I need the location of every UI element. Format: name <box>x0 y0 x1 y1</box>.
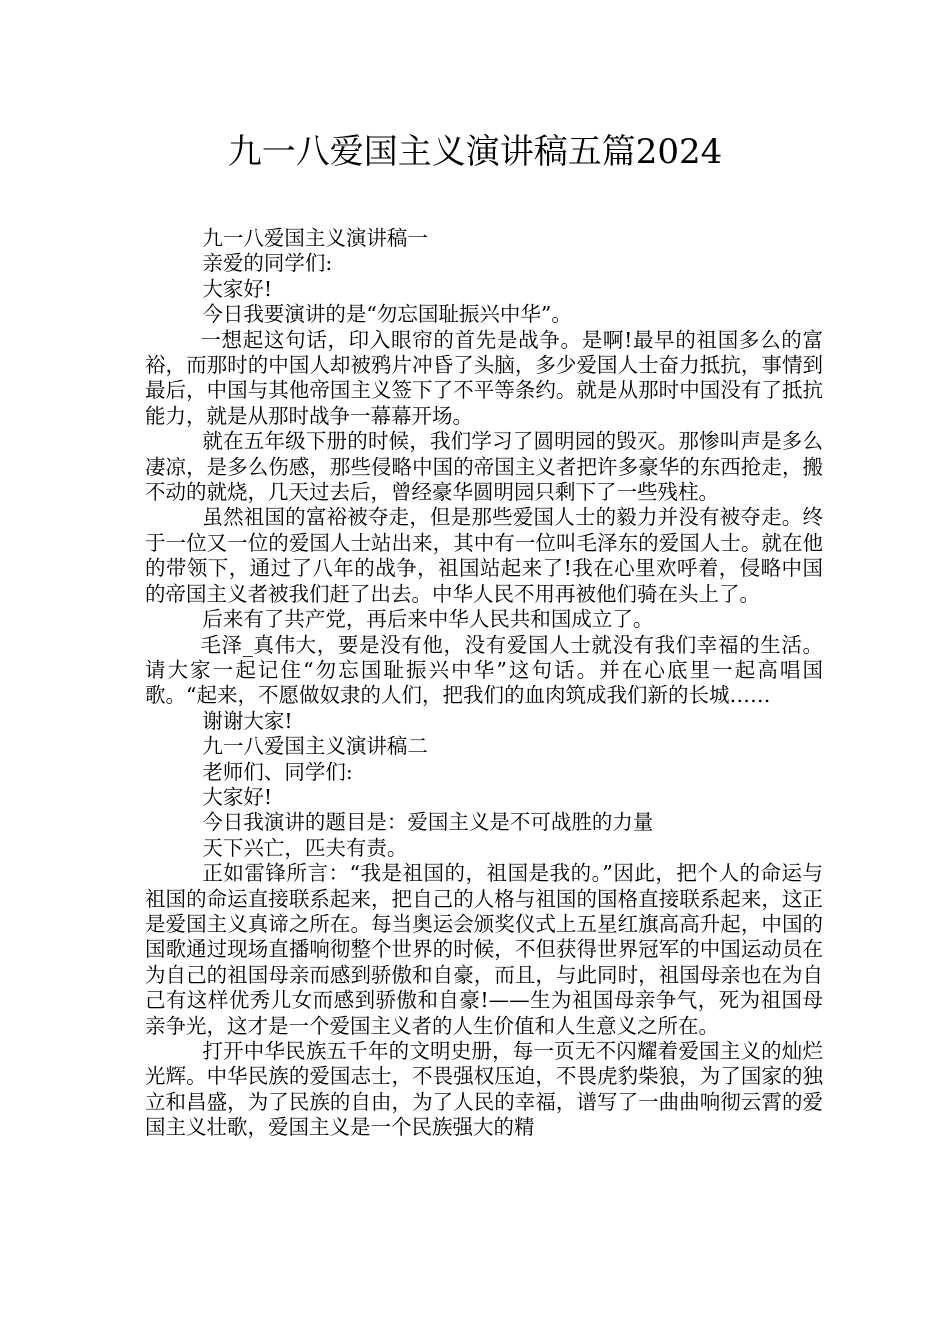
document-title: 九一八爱国主义演讲稿五篇2024 <box>227 132 723 172</box>
paragraph: 今日我演讲的题目是：爱国主义是不可战胜的力量 <box>202 810 654 835</box>
paragraph: 天下兴亡，匹夫有责。 <box>202 835 408 860</box>
document-body <box>145 226 823 1141</box>
salutation: 老师们、同学们: <box>202 759 353 784</box>
paragraph: 后来有了共产党，再后来中华人民共和国成立了。 <box>202 607 654 632</box>
paragraph: 毛泽_真伟大，要是没有他，没有爱国人士就没有我们幸福的生活。请大家一起记住“勿忘国耻振兴中华”这句话。并在心底里一起高唱国歌。“起来，不愿做奴隶的人们，把我们的血肉筑成我们新的长城…… <box>145 632 823 708</box>
paragraph: 一想起这句话，印入眼帘的首先是战争。是啊!最早的祖国多么的富裕，而那时的中国人却被鸦片冲昏了头脑，多少爱国人士奋力抵抗，事情到最后，中国与其他帝国主义签下了不平等条约。就是从那时中国没有了抵抗能力，就是从那时战争一幕幕开场。 <box>145 327 823 428</box>
greeting: 大家好! <box>202 276 273 301</box>
paragraph: 打开中华民族五千年的文明史册，每一页无不闪耀着爱国主义的灿烂光辉。中华民族的爱国志士，不畏强权压迫，不畏虎豹柴狼，为了国家的独立和昌盛，为了民族的自由，为了人民的幸福，谱写了一曲曲响彻云霄的爱国主义壮歌，爱国主义是一个民族强大的精 <box>145 1039 823 1140</box>
paragraph: 虽然祖国的富裕被夺走，但是那些爱国人士的毅力并没有被夺走。终于一位又一位的爱国人士站出来，其中有一位叫毛泽东的爱国人士。就在他的带领下，通过了八年的战争，祖国站起来了!我在心里欢呼着，侵略中国的帝国主义者被我们赶了出去。中华人民不用再被他们骑在头上了。 <box>145 505 823 606</box>
section-heading-2: 九一八爱国主义演讲稿二 <box>202 734 428 759</box>
paragraph: 正如雷锋所言：“我是祖国的，祖国是我的。”因此，把个人的命运与祖国的命运直接联系起来，把自己的人格与祖国的国格直接联系起来，这正是爱国主义真谛之所在。每当奥运会颁奖仪式上五星红旗高高升起，中国的国歌通过现场直播响彻整个世界的时候，不但获得世界冠军的中国运动员在为自己的祖国母亲而感到骄傲和自豪，而且，与此同时，祖国母亲也在为自己有这样优秀儿女而感到骄傲和自豪!——生为祖国母亲争气，死为祖国母亲争光，这才是一个爱国主义者的人生价值和人生意义之所在。 <box>145 861 823 1038</box>
section-heading-1: 九一八爱国主义演讲稿一 <box>202 226 428 250</box>
paragraph: 就在五年级下册的时候，我们学习了圆明园的毁灭。那惨叫声是多么凄凉，是多么伤感，那些侵略中国的帝国主义者把许多豪华的东西抢走，搬不动的就烧，几天过去后，曾经豪华圆明园只剩下了一些残柱。 <box>145 429 823 505</box>
salutation: 亲爱的同学们: <box>202 251 333 276</box>
closing: 谢谢大家! <box>202 708 293 733</box>
greeting: 大家好! <box>202 784 273 809</box>
paragraph: 今日我要演讲的是“勿忘国耻振兴中华”。 <box>202 302 572 327</box>
